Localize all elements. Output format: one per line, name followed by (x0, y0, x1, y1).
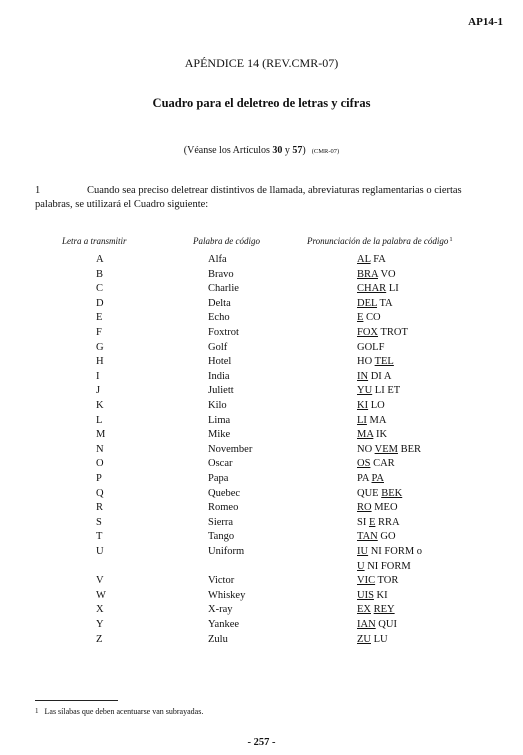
stressed-syllable: IAN (357, 619, 376, 630)
table-row (0, 546, 523, 572)
table-row (0, 356, 523, 370)
letter-cell: Y (96, 619, 104, 630)
letter-cell: H (96, 356, 104, 368)
table-subtitle: Cuadro para el deletreo de letras y cifras (152, 96, 371, 110)
header-letter: Letra a transmitir (62, 236, 127, 246)
pronunciation-cell (357, 283, 399, 294)
article-57: 57 (292, 145, 303, 156)
page-number: - 257 - (247, 737, 276, 748)
code-word-cell: X-ray (208, 604, 233, 616)
paragraph-number: 1 (35, 185, 41, 196)
syllable: TROT (378, 327, 408, 338)
table-row (0, 327, 523, 341)
syllable: LU (371, 633, 388, 645)
table-row (0, 429, 523, 443)
code-word-cell: Victor (208, 575, 235, 587)
table-row (0, 371, 523, 385)
footnote-mark: 1 (449, 236, 453, 243)
letter-cell: N (96, 443, 104, 455)
letter-cell: S (96, 516, 102, 528)
stressed-syllable: KI (357, 400, 369, 411)
stressed-syllable: VIC (357, 575, 376, 587)
stressed-syllable: VEM (374, 443, 398, 455)
letter-cell: M (96, 429, 106, 441)
code-word-cell: Mike (208, 429, 231, 441)
code-word-cell: Whiskey (208, 589, 246, 601)
pronunciation-cell (357, 517, 400, 528)
code-word-cell: November (208, 443, 253, 455)
syllable: IK (373, 429, 388, 441)
letter-cell: F (96, 327, 102, 338)
table-row (0, 342, 523, 356)
code-word-cell: Sierra (208, 516, 234, 528)
syllable: GO (377, 531, 396, 543)
pronunciation-cell (357, 444, 421, 455)
letter-cell: P (96, 473, 102, 484)
syllable: LI (386, 283, 399, 295)
stressed-syllable: E (357, 312, 364, 324)
page-id: AP14-1 (468, 16, 503, 28)
pronunciation-cell (357, 546, 422, 557)
table-row (0, 619, 523, 633)
pronunciation-cell (357, 575, 398, 586)
pronunciation-cell (357, 269, 396, 280)
letter-cell: B (96, 268, 104, 280)
code-word-cell: Kilo (208, 400, 227, 411)
table-row (0, 634, 523, 648)
syllable: NI FORM o (368, 546, 423, 557)
footnote-divider (35, 700, 118, 701)
code-word-cell: Quebec (208, 487, 241, 499)
code-word-cell: Delta (208, 297, 231, 309)
table-row (0, 269, 523, 283)
syllable: CO (363, 312, 381, 324)
table-row (0, 531, 523, 545)
pronunciation-cell (357, 371, 391, 382)
stressed-syllable: RO (357, 502, 372, 514)
code-word-cell: Lima (208, 414, 231, 426)
letter-cell: A (96, 254, 104, 265)
table-row (0, 590, 523, 604)
refs-mid: y (282, 145, 293, 156)
code-word-cell: Yankee (208, 619, 240, 630)
syllable: QUI (375, 619, 397, 630)
pronunciation-cell (357, 312, 381, 323)
stressed-syllable: IU (357, 546, 369, 557)
pronunciation-cell (357, 415, 386, 426)
table-row (0, 312, 523, 326)
pronunciation-cell (357, 619, 397, 630)
code-word-cell: Bravo (208, 268, 234, 280)
code-word-cell: Alfa (208, 254, 227, 265)
syllable: SI (357, 516, 369, 528)
table-row (0, 283, 523, 297)
refs-suffix: ) (302, 145, 306, 156)
stressed-syllable: YU (357, 385, 373, 397)
syllable: HO (357, 356, 375, 368)
letter-cell: T (96, 531, 103, 543)
code-word-cell: Charlie (208, 283, 239, 295)
pronunciation-cell (357, 502, 398, 513)
stressed-syllable: ZU (357, 633, 371, 645)
syllable: RRA (375, 516, 400, 528)
header-pronunciation (307, 236, 453, 246)
pronunciation-cell (357, 634, 388, 645)
footnote (35, 707, 203, 716)
syllable: FA (370, 254, 386, 265)
letter-cell: C (96, 283, 104, 295)
stressed-syllable: U (357, 560, 365, 572)
code-word-cell: Tango (208, 531, 235, 543)
letter-cell: Q (96, 487, 104, 499)
code-word-cell: Zulu (208, 633, 228, 645)
letter-cell: I (96, 370, 100, 382)
header-pronunciation-label: Pronunciación de la palabra de código (307, 236, 449, 246)
stressed-syllable: UIS (357, 589, 374, 601)
appendix-title: APÉNDICE 14 (REV.CMR-07) (184, 56, 339, 70)
letter-cell: X (96, 604, 104, 616)
intro-paragraph (35, 184, 490, 212)
pronunciation-cell (357, 561, 411, 572)
article-references (0, 145, 523, 156)
syllable: DI A (368, 370, 392, 382)
syllable: MEO (371, 502, 398, 514)
revision-note: (CMR-07) (311, 148, 340, 155)
stressed-syllable: TAN (357, 531, 378, 543)
code-word-cell: Echo (208, 312, 230, 324)
pronunciation-cell (357, 298, 393, 309)
stressed-syllable: BEK (381, 487, 403, 499)
footnote-text: Las sílabas que deben acentuarse van subrayadas. (44, 707, 204, 716)
pronunciation-cell (357, 531, 396, 542)
code-word-cell: Golf (208, 341, 228, 353)
table-row (0, 604, 523, 618)
pronunciation-cell (357, 458, 395, 469)
stressed-syllable: OS (357, 458, 371, 470)
stressed-syllable: IN (357, 370, 369, 382)
syllable: QUE (357, 487, 382, 499)
pronunciation-cell (357, 473, 384, 484)
letter-cell: G (96, 341, 104, 353)
pronunciation-cell (357, 429, 387, 440)
code-word-cell: India (208, 370, 230, 382)
stressed-syllable: EX (357, 604, 371, 616)
syllable: TOR (375, 575, 399, 587)
syllable: NI FORM (364, 560, 411, 572)
syllable: CAR (370, 458, 395, 470)
table-row (0, 502, 523, 516)
header-code-word: Palabra de código (193, 236, 260, 246)
letter-cell: U (96, 546, 104, 557)
code-word-cell: Hotel (208, 356, 232, 368)
table-row (0, 473, 523, 487)
letter-cell: E (96, 312, 103, 324)
stressed-syllable: REY (373, 604, 395, 616)
table-row (0, 415, 523, 429)
intro-text: Cuando sea preciso deletrear distintivos de llamada, abreviaturas reglamentarias o ciertas palabras, se utilizará el Cuadro siguiente: (35, 185, 462, 210)
syllable: TA (377, 297, 393, 309)
code-word-cell: Juliett (208, 385, 234, 397)
stressed-syllable: AL (357, 254, 371, 265)
syllable: NO (357, 443, 375, 455)
pronunciation-cell (357, 488, 402, 499)
pronunciation-cell (357, 400, 385, 411)
code-word-cell: Papa (208, 473, 229, 484)
stressed-syllable: DEL (357, 297, 378, 309)
table-row (0, 458, 523, 472)
pronunciation-cell (357, 356, 394, 367)
letter-cell: V (96, 575, 104, 587)
code-word-cell: Uniform (208, 546, 245, 557)
stressed-syllable: CHAR (357, 283, 387, 295)
stressed-syllable: TEL (374, 356, 394, 368)
pronunciation-cell (357, 342, 384, 353)
table-row (0, 575, 523, 589)
syllable: MA (366, 414, 387, 426)
pronunciation-cell (357, 590, 388, 601)
pronunciation-cell (357, 385, 400, 396)
table-row (0, 400, 523, 414)
syllable: BER (397, 443, 421, 455)
stressed-syllable: LI (357, 414, 367, 426)
letter-cell: R (96, 502, 104, 514)
letter-cell: J (96, 385, 101, 397)
code-word-cell: Romeo (208, 502, 239, 514)
table-row (0, 488, 523, 502)
syllable: GOLF (357, 341, 385, 353)
syllable: LO (368, 400, 385, 411)
syllable: PA (357, 473, 372, 484)
code-word-cell: Foxtrot (208, 327, 239, 338)
stressed-syllable: FOX (357, 327, 379, 338)
letter-cell: Z (96, 633, 103, 645)
table-row (0, 298, 523, 312)
table-row (0, 254, 523, 268)
letter-cell: D (96, 297, 104, 309)
table-row (0, 444, 523, 458)
pronunciation-cell (357, 604, 395, 615)
letter-cell: L (96, 414, 103, 426)
stressed-syllable: BRA (357, 268, 379, 280)
syllable: LI ET (372, 385, 401, 397)
stressed-syllable: E (368, 516, 376, 528)
syllable: KI (373, 589, 388, 601)
footnote-number: 1 (35, 707, 39, 715)
letter-cell: O (96, 458, 104, 470)
stressed-syllable: PA (371, 473, 384, 484)
table-row (0, 385, 523, 399)
letter-cell: K (96, 400, 104, 411)
pronunciation-cell (357, 327, 408, 338)
code-word-cell: Oscar (208, 458, 233, 470)
table-row (0, 517, 523, 531)
syllable: VO (378, 268, 396, 280)
refs-prefix: (Véanse los Artículos (183, 145, 273, 156)
letter-cell: W (96, 589, 106, 601)
article-30: 30 (272, 145, 283, 156)
stressed-syllable: MA (357, 429, 374, 441)
pronunciation-cell (357, 254, 386, 265)
